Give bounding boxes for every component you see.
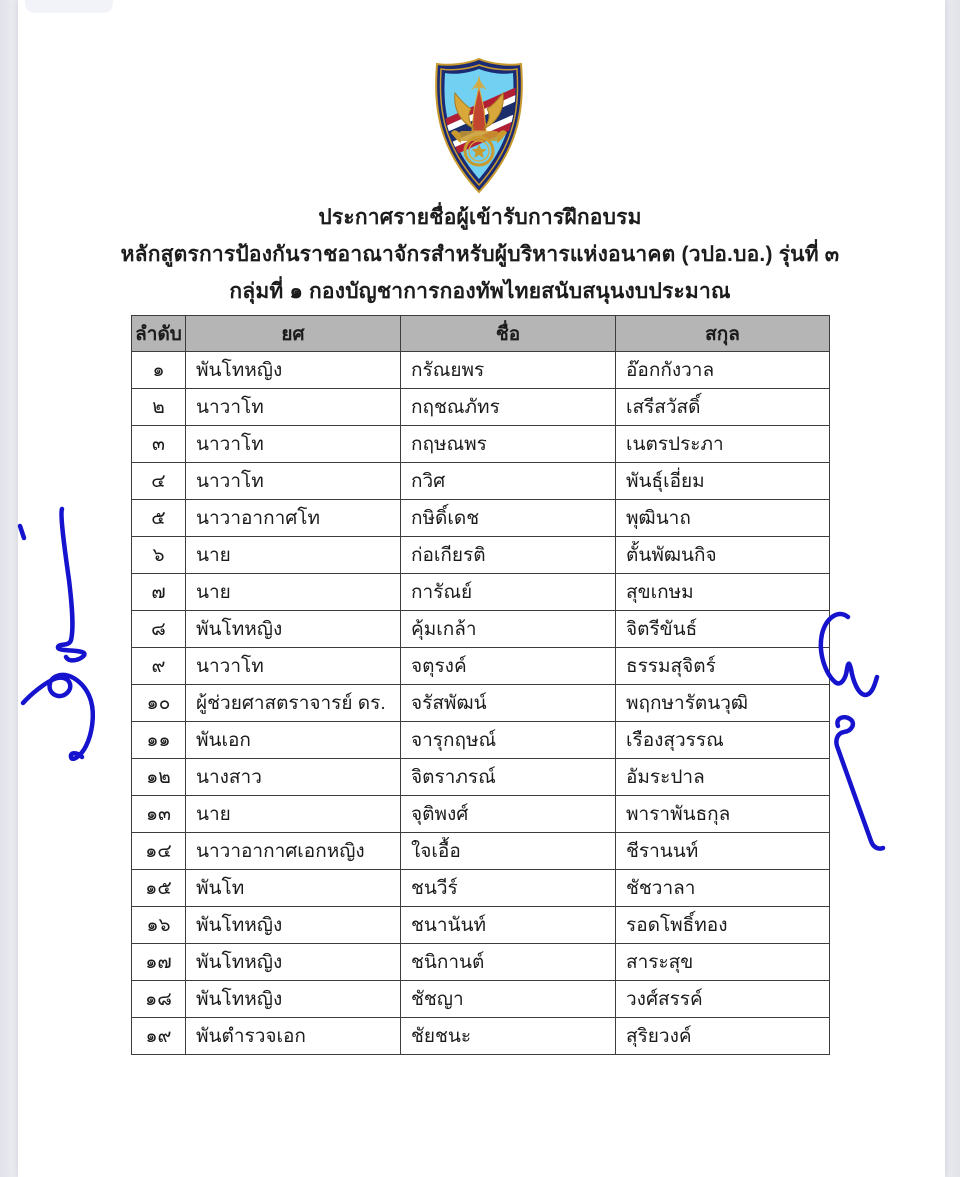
firstname-cell: ชนวีร์ bbox=[401, 870, 616, 907]
table-header-row bbox=[132, 316, 830, 352]
rank-cell: พันโทหญิง bbox=[186, 981, 401, 1018]
row-number-cell: ๑๘ bbox=[132, 981, 186, 1018]
surname-cell: ชีรานนท์ bbox=[616, 833, 830, 870]
table-row bbox=[132, 537, 830, 574]
rank-cell: พันโท bbox=[186, 870, 401, 907]
national-defence-college-crest-icon bbox=[431, 57, 527, 194]
title-line-2: หลักสูตรการป้องกันราชอาณาจักรสำหรับผู้บริหารแห่งอนาคต (วปอ.บอ.) รุ่นที่ ๓ bbox=[120, 243, 840, 266]
rank-cell: พันโทหญิง bbox=[186, 611, 401, 648]
rank-cell: พันโทหญิง bbox=[186, 944, 401, 981]
surname-cell: รอดโพธิ์ทอง bbox=[616, 907, 830, 944]
row-number-cell: ๑๓ bbox=[132, 796, 186, 833]
surname-cell: สุขเกษม bbox=[616, 574, 830, 611]
firstname-cell: กรัณยพร bbox=[401, 352, 616, 389]
surname-cell: วงศ์สรรค์ bbox=[616, 981, 830, 1018]
table-row bbox=[132, 648, 830, 685]
rank-cell: นาวาโท bbox=[186, 648, 401, 685]
firstname-cell: ชนิกานต์ bbox=[401, 944, 616, 981]
table-row bbox=[132, 1018, 830, 1055]
row-number-cell: ๑๑ bbox=[132, 722, 186, 759]
surname-cell: สาระสุข bbox=[616, 944, 830, 981]
rank-cell: พันตำรวจเอก bbox=[186, 1018, 401, 1055]
document-title bbox=[0, 199, 960, 310]
surname-cell: สุริยวงค์ bbox=[616, 1018, 830, 1055]
row-number-cell: ๗ bbox=[132, 574, 186, 611]
surname-cell: ชัชวาลา bbox=[616, 870, 830, 907]
firstname-cell: จตุรงค์ bbox=[401, 648, 616, 685]
rank-cell: นาวาโท bbox=[186, 426, 401, 463]
rank-cell: นาย bbox=[186, 796, 401, 833]
firstname-cell: กษิดิ์เดช bbox=[401, 500, 616, 537]
row-number-cell: ๘ bbox=[132, 611, 186, 648]
firstname-cell: กวิศ bbox=[401, 463, 616, 500]
table-row bbox=[132, 611, 830, 648]
table-row bbox=[132, 981, 830, 1018]
rank-cell: นางสาว bbox=[186, 759, 401, 796]
surname-cell: อ๊อกกังวาล bbox=[616, 352, 830, 389]
table-row bbox=[132, 833, 830, 870]
firstname-cell: จารุกฤษณ์ bbox=[401, 722, 616, 759]
column-header-number: ลำดับ bbox=[132, 316, 186, 352]
table-row bbox=[132, 426, 830, 463]
row-number-cell: ๕ bbox=[132, 500, 186, 537]
surname-cell: ตั้นพัฒนกิจ bbox=[616, 537, 830, 574]
rank-cell: นาวาอากาศเอกหญิง bbox=[186, 833, 401, 870]
firstname-cell: การัณย์ bbox=[401, 574, 616, 611]
table-row bbox=[132, 574, 830, 611]
rank-cell: นาวาโท bbox=[186, 463, 401, 500]
rank-cell: พันเอก bbox=[186, 722, 401, 759]
firstname-cell: จรัสพัฒน์ bbox=[401, 685, 616, 722]
firstname-cell: คุ้มเกล้า bbox=[401, 611, 616, 648]
row-number-cell: ๑๕ bbox=[132, 870, 186, 907]
table-row bbox=[132, 759, 830, 796]
table-row bbox=[132, 463, 830, 500]
firstname-cell: จุติพงศ์ bbox=[401, 796, 616, 833]
rank-cell: นาย bbox=[186, 574, 401, 611]
table-row bbox=[132, 944, 830, 981]
rank-cell: นาวาอากาศโท bbox=[186, 500, 401, 537]
trainee-roster-table bbox=[131, 315, 830, 1055]
rank-cell: นาวาโท bbox=[186, 389, 401, 426]
row-number-cell: ๑๔ bbox=[132, 833, 186, 870]
row-number-cell: ๑๗ bbox=[132, 944, 186, 981]
row-number-cell: ๖ bbox=[132, 537, 186, 574]
surname-cell: พุฒินาถ bbox=[616, 500, 830, 537]
title-line-1: ประกาศรายชื่อผู้เข้ารับการฝึกอบรม bbox=[318, 206, 642, 229]
title-line-3: กลุ่มที่ ๑ กองบัญชาการกองทัพไทยสนับสนุนงบประมาณ bbox=[229, 280, 731, 303]
firstname-cell: กฤษณพร bbox=[401, 426, 616, 463]
table-row bbox=[132, 500, 830, 537]
rank-cell: นาย bbox=[186, 537, 401, 574]
row-number-cell: ๑ bbox=[132, 352, 186, 389]
row-number-cell: ๑๐ bbox=[132, 685, 186, 722]
firstname-cell: ใจเอื้อ bbox=[401, 833, 616, 870]
table-row bbox=[132, 870, 830, 907]
row-number-cell: ๙ bbox=[132, 648, 186, 685]
table-row bbox=[132, 907, 830, 944]
surname-cell: เนตรประภา bbox=[616, 426, 830, 463]
row-number-cell: ๔ bbox=[132, 463, 186, 500]
surname-cell: ธรรมสุจิตร์ bbox=[616, 648, 830, 685]
table-row bbox=[132, 685, 830, 722]
firstname-cell: ชนานันท์ bbox=[401, 907, 616, 944]
page-edge-notch bbox=[25, 0, 113, 13]
row-number-cell: ๓ bbox=[132, 426, 186, 463]
surname-cell: เรืองสุวรรณ bbox=[616, 722, 830, 759]
firstname-cell: กฤชณภัทร bbox=[401, 389, 616, 426]
rank-cell: ผู้ช่วยศาสตราจารย์ ดร. bbox=[186, 685, 401, 722]
rank-cell: พันโทหญิง bbox=[186, 352, 401, 389]
table-row bbox=[132, 389, 830, 426]
table-row bbox=[132, 722, 830, 759]
surname-cell: จิตรีขันธ์ bbox=[616, 611, 830, 648]
column-header-firstname: ชื่อ bbox=[401, 316, 616, 352]
surname-cell: พันธุ์เอี่ยม bbox=[616, 463, 830, 500]
row-number-cell: ๑๒ bbox=[132, 759, 186, 796]
column-header-rank: ยศ bbox=[186, 316, 401, 352]
row-number-cell: ๑๖ bbox=[132, 907, 186, 944]
surname-cell: เสรีสวัสดิ์ bbox=[616, 389, 830, 426]
surname-cell: พฤกษารัตนวุฒิ bbox=[616, 685, 830, 722]
table-row bbox=[132, 796, 830, 833]
row-number-cell: ๒ bbox=[132, 389, 186, 426]
firstname-cell: ชัชญา bbox=[401, 981, 616, 1018]
firstname-cell: ชัยชนะ bbox=[401, 1018, 616, 1055]
rank-cell: พันโทหญิง bbox=[186, 907, 401, 944]
surname-cell: อัมระปาล bbox=[616, 759, 830, 796]
surname-cell: พาราพันธกุล bbox=[616, 796, 830, 833]
firstname-cell: ก่อเกียรติ bbox=[401, 537, 616, 574]
row-number-cell: ๑๙ bbox=[132, 1018, 186, 1055]
table-row bbox=[132, 352, 830, 389]
column-header-surname: สกุล bbox=[616, 316, 830, 352]
firstname-cell: จิตราภรณ์ bbox=[401, 759, 616, 796]
